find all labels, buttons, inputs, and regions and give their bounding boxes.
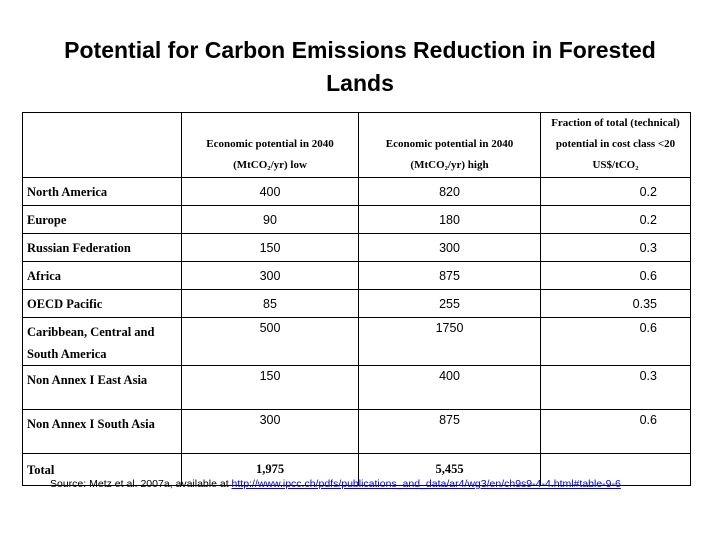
low-total-cell: 1,975	[182, 454, 359, 486]
fraction-cell: 0.6	[541, 262, 691, 290]
low-value-cell: 500	[182, 318, 359, 366]
high-value-cell: 180	[359, 206, 541, 234]
table-row	[23, 206, 691, 234]
low-value-cell: 300	[182, 410, 359, 454]
region-cell: North America	[23, 178, 182, 206]
source-citation	[50, 478, 621, 490]
forest-potential-table	[22, 112, 691, 486]
header-high-potential: Economic potential in 2040 (MtCO₂/yr) high	[359, 113, 541, 178]
table-row	[23, 366, 691, 410]
low-value-cell: 300	[182, 262, 359, 290]
table-row	[23, 234, 691, 262]
page-title: Potential for Carbon Emissions Reduction in Forested Lands	[64, 37, 656, 96]
fraction-cell: 0.35	[541, 290, 691, 318]
low-value-cell: 90	[182, 206, 359, 234]
high-total-cell: 5,455	[359, 454, 541, 486]
low-value-cell: 150	[182, 366, 359, 410]
high-value-cell: 875	[359, 410, 541, 454]
table-row	[23, 318, 691, 366]
high-value-cell: 1750	[359, 318, 541, 366]
table-header-row	[23, 113, 691, 178]
region-cell: Europe	[23, 206, 182, 234]
fraction-cell: 0.2	[541, 206, 691, 234]
high-value-cell: 820	[359, 178, 541, 206]
source-link[interactable]: http://www.ipcc.ch/pdfs/publications_and_data/ar4/wg3/en/ch9s9-4-4.html#table-9-6	[231, 478, 621, 490]
table-row	[23, 290, 691, 318]
fraction-cell: 0.6	[541, 410, 691, 454]
fraction-cell: 0.6	[541, 318, 691, 366]
high-value-cell: 875	[359, 262, 541, 290]
header-corner-cell	[23, 113, 182, 178]
table-row	[23, 178, 691, 206]
high-value-cell: 300	[359, 234, 541, 262]
fraction-cell: 0.3	[541, 234, 691, 262]
low-value-cell: 85	[182, 290, 359, 318]
header-low-potential: Economic potential in 2040 (MtCO₂/yr) low	[182, 113, 359, 178]
low-value-cell: 400	[182, 178, 359, 206]
region-cell: Russian Federation	[23, 234, 182, 262]
header-fraction: Fraction of total (technical) potential in cost class <20 US$/tCO₂	[541, 113, 691, 178]
source-prefix: Source: Metz et al. 2007a, available at	[50, 478, 232, 490]
region-cell: OECD Pacific	[23, 290, 182, 318]
region-cell: Africa	[23, 262, 182, 290]
high-value-cell: 255	[359, 290, 541, 318]
high-value-cell: 400	[359, 366, 541, 410]
region-cell: Non Annex I East Asia	[23, 366, 182, 410]
table-row	[23, 410, 691, 454]
region-cell: Total	[23, 454, 182, 486]
fraction-cell: 0.3	[541, 366, 691, 410]
low-value-cell: 150	[182, 234, 359, 262]
region-cell: Non Annex I South Asia	[23, 410, 182, 454]
fraction-cell: 0.2	[541, 178, 691, 206]
table-row	[23, 262, 691, 290]
region-cell: Caribbean, Central and South America	[23, 318, 182, 366]
